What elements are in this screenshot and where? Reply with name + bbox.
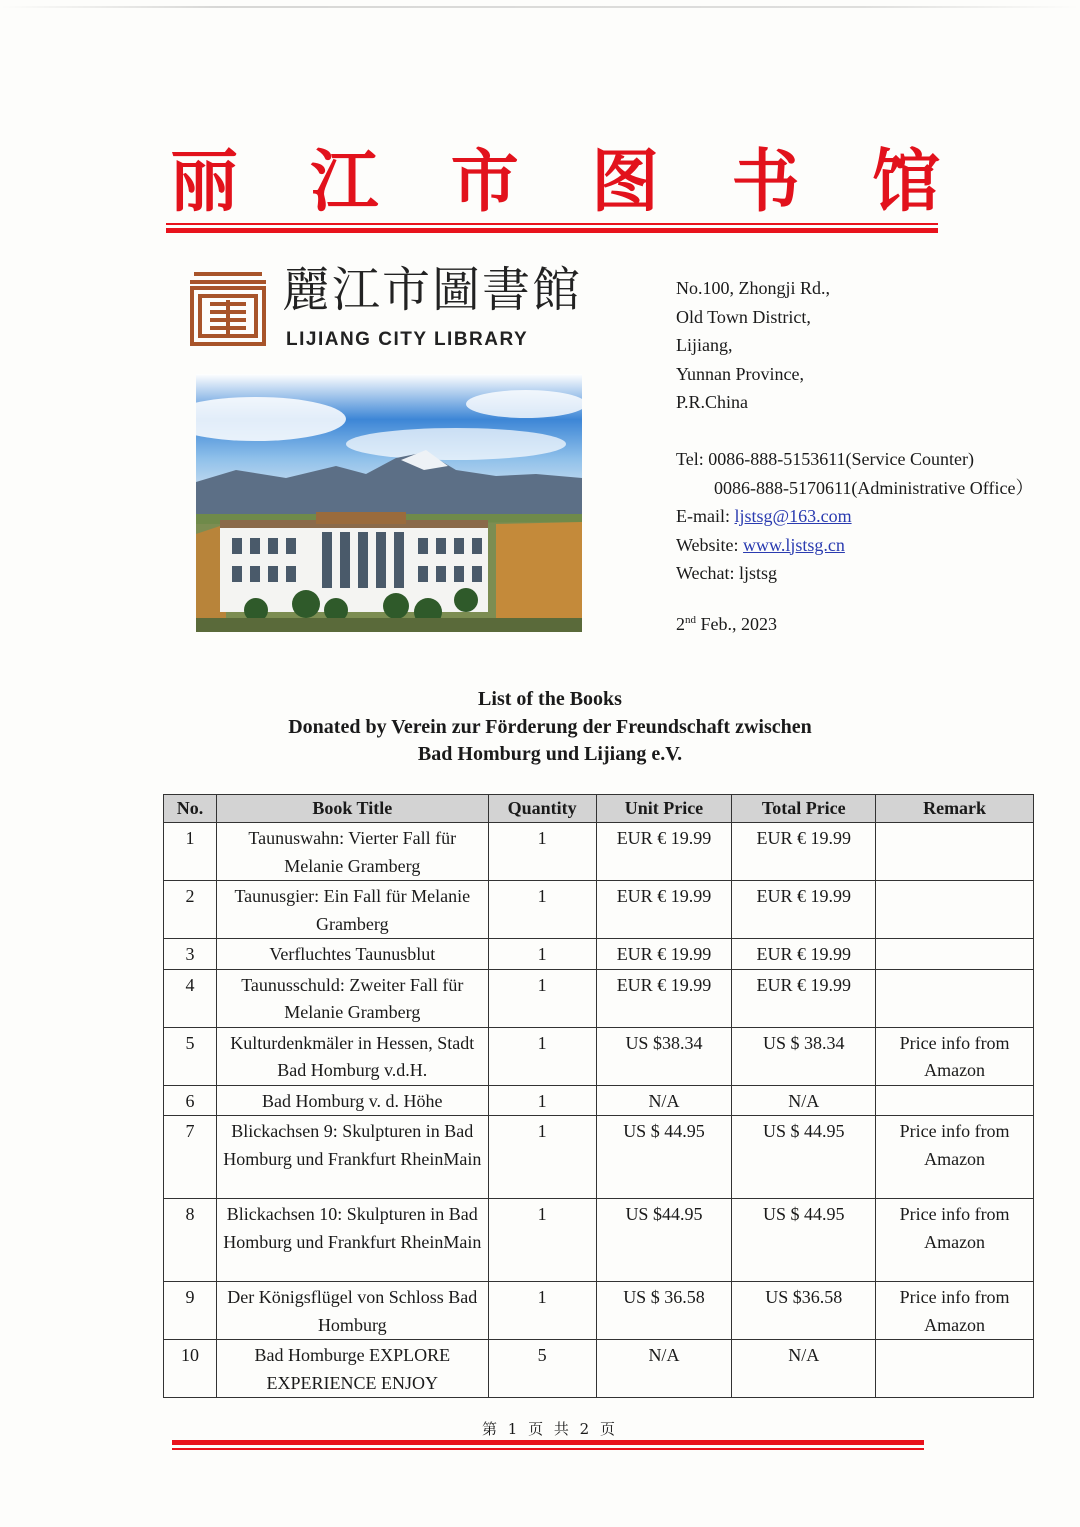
cell-title: Verfluchtes Taunusblut bbox=[216, 939, 488, 970]
table-header-row bbox=[164, 795, 1034, 823]
cell-quantity: 1 bbox=[488, 1027, 596, 1085]
cell-remark bbox=[876, 969, 1034, 1027]
email-label: E-mail: bbox=[676, 506, 735, 526]
document-date bbox=[676, 614, 777, 635]
table-row bbox=[164, 881, 1034, 939]
cell-unit-price: US $44.95 bbox=[596, 1199, 732, 1282]
cell-quantity: 1 bbox=[488, 1116, 596, 1199]
address-line: Yunnan Province, bbox=[676, 363, 804, 384]
cell-title: Taunusschuld: Zweiter Fall für Melanie Gramberg bbox=[216, 969, 488, 1027]
wechat-line: Wechat: ljstsg bbox=[676, 563, 778, 583]
masthead-char: 丽 bbox=[170, 142, 239, 222]
cell-total-price: US $ 44.95 bbox=[732, 1116, 876, 1199]
cell-total-price: EUR € 19.99 bbox=[732, 969, 876, 1027]
cell-remark bbox=[876, 1085, 1034, 1116]
header-unit-price: Unit Price bbox=[596, 795, 732, 823]
cell-no: 6 bbox=[164, 1085, 217, 1116]
cell-total-price: US $ 44.95 bbox=[732, 1199, 876, 1282]
header-total-price: Total Price bbox=[732, 795, 876, 823]
scan-edge-line bbox=[0, 6, 1080, 8]
spacer bbox=[676, 417, 1033, 446]
cell-unit-price: US $38.34 bbox=[596, 1027, 732, 1085]
cell-title: Taunusgier: Ein Fall für Melanie Gramberg bbox=[216, 881, 488, 939]
address-line: No.100, Zhongji Rd., bbox=[676, 278, 831, 298]
masthead-char: 市 bbox=[450, 142, 519, 222]
footer-rule-thin bbox=[172, 1448, 924, 1450]
cell-remark bbox=[876, 881, 1034, 939]
table-row bbox=[164, 1116, 1034, 1199]
masthead-rule-thick bbox=[166, 228, 938, 233]
cell-title: Bad Homburge EXPLORE EXPERIENCE ENJOY bbox=[216, 1340, 488, 1398]
table-row bbox=[164, 1199, 1034, 1282]
cell-total-price: US $ 38.34 bbox=[732, 1027, 876, 1085]
table-row bbox=[164, 823, 1034, 881]
address-line: Old Town District, bbox=[676, 306, 811, 327]
cell-title: Taunuswahn: Vierter Fall für Melanie Gramberg bbox=[216, 823, 488, 881]
cell-no: 9 bbox=[164, 1282, 217, 1340]
page-number: 第 1 页 共 2 页 bbox=[482, 1420, 618, 1438]
cell-unit-price: N/A bbox=[596, 1085, 732, 1116]
cell-no: 7 bbox=[164, 1116, 217, 1199]
address-line: P.R.China bbox=[676, 392, 749, 412]
cell-title: Kulturdenkmäler in Hessen, Stadt Bad Homburg v.d.H. bbox=[216, 1027, 488, 1085]
tel-line bbox=[676, 445, 1033, 474]
date-suffix: nd bbox=[685, 614, 696, 626]
tel-label: Tel: bbox=[676, 449, 709, 469]
cell-quantity: 1 bbox=[488, 1199, 596, 1282]
table-row bbox=[164, 1340, 1034, 1398]
cell-unit-price: EUR € 19.99 bbox=[596, 939, 732, 970]
cell-title: Bad Homburg v. d. Höhe bbox=[216, 1085, 488, 1116]
cell-no: 8 bbox=[164, 1199, 217, 1282]
cell-quantity: 1 bbox=[488, 1282, 596, 1340]
website-link[interactable]: www.ljstsg.cn bbox=[743, 534, 845, 555]
cell-quantity: 5 bbox=[488, 1340, 596, 1398]
cell-no: 5 bbox=[164, 1027, 217, 1085]
address-line: Lijiang, bbox=[676, 335, 733, 355]
masthead-title bbox=[170, 142, 940, 222]
cell-remark bbox=[876, 823, 1034, 881]
cell-total-price: US $36.58 bbox=[732, 1282, 876, 1340]
table-row bbox=[164, 969, 1034, 1027]
document-title bbox=[0, 686, 1080, 769]
cell-no: 2 bbox=[164, 881, 217, 939]
cell-unit-price: US $ 36.58 bbox=[596, 1282, 732, 1340]
header-remark: Remark bbox=[876, 795, 1034, 823]
title-line-2: Donated by Verein zur Förderung der Freundschaft zwischen bbox=[288, 715, 812, 738]
cell-unit-price: US $ 44.95 bbox=[596, 1116, 732, 1199]
cell-unit-price: EUR € 19.99 bbox=[596, 823, 732, 881]
cell-quantity: 1 bbox=[488, 969, 596, 1027]
cell-unit-price: N/A bbox=[596, 1340, 732, 1398]
cell-no: 1 bbox=[164, 823, 217, 881]
cell-total-price: N/A bbox=[732, 1340, 876, 1398]
website-line bbox=[676, 531, 1033, 560]
date-day: 2 bbox=[676, 614, 685, 634]
title-line-1: List of the Books bbox=[478, 688, 622, 710]
table-row bbox=[164, 1027, 1034, 1085]
header-quantity: Quantity bbox=[488, 795, 596, 823]
cell-quantity: 1 bbox=[488, 823, 596, 881]
cell-quantity: 1 bbox=[488, 939, 596, 970]
cell-quantity: 1 bbox=[488, 881, 596, 939]
contact-block bbox=[676, 274, 1033, 588]
header-book-title: Book Title bbox=[216, 795, 488, 823]
table-row bbox=[164, 1282, 1034, 1340]
cell-remark: Price info from Amazon bbox=[876, 1282, 1034, 1340]
cell-no: 3 bbox=[164, 939, 217, 970]
website-label: Website: bbox=[676, 534, 744, 555]
library-seal-icon bbox=[186, 268, 270, 350]
cell-title: Blickachsen 10: Skulpturen in Bad Homburg und Frankfurt RheinMain bbox=[216, 1199, 488, 1282]
library-name-chinese: 麗江市圖書館 bbox=[282, 262, 583, 318]
cell-remark: Price info from Amazon bbox=[876, 1027, 1034, 1085]
cell-quantity: 1 bbox=[488, 1085, 596, 1116]
table-row bbox=[164, 939, 1034, 970]
tel-number-admin: 0086-888-5170611(Administrative Office） bbox=[714, 477, 1034, 498]
cell-total-price: EUR € 19.99 bbox=[732, 881, 876, 939]
masthead-char: 江 bbox=[310, 142, 379, 222]
library-name-english: LIJIANG CITY LIBRARY bbox=[286, 329, 529, 350]
date-rest: Feb., 2023 bbox=[696, 614, 777, 634]
email-link[interactable]: ljstsg@163.com bbox=[734, 506, 852, 526]
cell-no: 10 bbox=[164, 1340, 217, 1398]
masthead-rule-thin bbox=[166, 223, 938, 225]
cell-title: Der Königsflügel von Schloss Bad Homburg bbox=[216, 1282, 488, 1340]
library-building-photo bbox=[196, 374, 582, 632]
cell-remark: Price info from Amazon bbox=[876, 1199, 1034, 1282]
masthead-char: 书 bbox=[731, 142, 800, 222]
footer-rule-thick bbox=[172, 1440, 924, 1445]
cell-title: Blickachsen 9: Skulpturen in Bad Homburg und Frankfurt RheinMain bbox=[216, 1116, 488, 1199]
cell-no: 4 bbox=[164, 969, 217, 1027]
cell-total-price: N/A bbox=[732, 1085, 876, 1116]
masthead-char: 图 bbox=[591, 142, 660, 222]
table-row bbox=[164, 1085, 1034, 1116]
title-line-3: Bad Homburg und Lijiang e.V. bbox=[417, 743, 683, 765]
tel-number-service: 0086-888-5153611(Service Counter) bbox=[708, 449, 975, 469]
email-line bbox=[676, 502, 1033, 531]
cell-total-price: EUR € 19.99 bbox=[732, 823, 876, 881]
cell-remark: Price info from Amazon bbox=[876, 1116, 1034, 1199]
header-no: No. bbox=[164, 795, 217, 823]
cell-remark bbox=[876, 1340, 1034, 1398]
cell-unit-price: EUR € 19.99 bbox=[596, 969, 732, 1027]
books-table bbox=[163, 794, 1034, 1398]
cell-total-price: EUR € 19.99 bbox=[732, 939, 876, 970]
cell-unit-price: EUR € 19.99 bbox=[596, 881, 732, 939]
masthead-char: 馆 bbox=[871, 142, 940, 222]
cell-remark bbox=[876, 939, 1034, 970]
